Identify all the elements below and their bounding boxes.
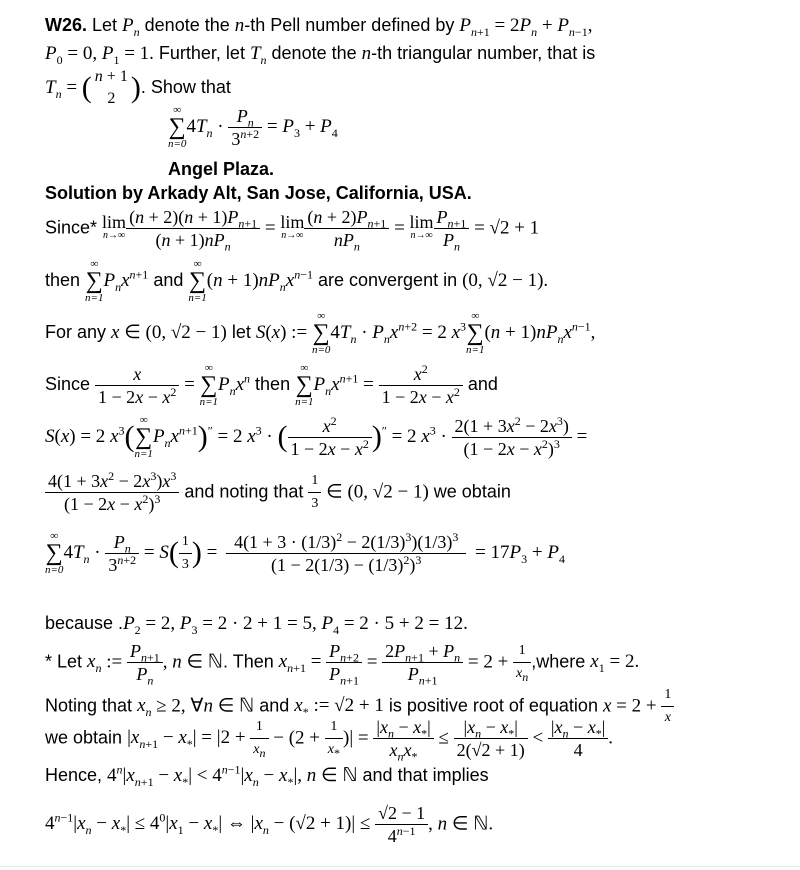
definition-line: For any x ∈ (0, √2 − 1) let S(x) := ∞ ∑ n=0 $4T_n \cdot P_nx^{n+2} = 2$ $x^3$ ∞ ∑ n=1 $(n + 1)nP_nx^{n-1}$,: [45, 310, 596, 356]
problem-line-3: $T_n$ = ( n + 1 2 ). Show that: [45, 68, 231, 107]
derivative-line: S(x) = 2 $x^3$( ∞ ∑ n=1 $P_nx^{n+1})'' = 2$ $x^3$ · ( $\frac{x^2}{1 - 2x - x^2}$ )″ = 2 $x^3$ · $\frac{2(1 + 3x^2 - 2x^3)}{(1 - 2x - x^2)^3}$ =: [45, 413, 588, 460]
generating-function-line: Since $\frac{x}{1 - 2x - x^2}$ = ∞ ∑ n=1 $P_nx^n$ then ∞ ∑ n=1 $P_nx^{n+1}$ = $\frac{x^2}{1 - 2x - x^2}$ and: [45, 361, 498, 408]
root-line: Noting that $x_n \ge 2$, ∀n ∈ ℕ and $x_*$ := √2 + 1 is positive root of equation x = 2 + $\frac{1}{x}$: [45, 684, 674, 729]
bottom-divider: [0, 866, 800, 867]
solution-header: Solution by Arkady Alt, San Jose, California, USA.: [45, 183, 472, 203]
problem-author: Angel Plaza.: [168, 159, 275, 179]
problem-line-1: W26. Let $P_n$ denote the n-th Pell number defined by $P_{n+1} = 2P_n + P_{n-1}$,: [45, 15, 593, 39]
hence-line: Hence, $4^n|x_{n+1} - x_*| < 4^{n-1}|x_n - x_*|$, n ∈ ℕ and that implies: [45, 762, 489, 789]
problem-line-2: $P_0 = 0$, $P_1 = 1$. Further, let $T_n$ denote the n-th triangular number, that is: [45, 43, 596, 67]
convergence-line: then ∞ ∑ n=1 $P_nx^{n+1}$ and ∞ ∑ n=1 $(n + 1)nP_nx^{n-1}$ are convergent in (0, √2 − 1).: [45, 258, 549, 304]
final-line: $4^{n-1}|x_n - x_*| \le 4^0|x_1 - x_*|$ ⇔ $|x_n - (√2 + 1)|$ ≤ $\frac{√2 - 1}{4^{n-1}}$ , n ∈ ℕ.: [45, 803, 494, 846]
limit-line: Since* lim n→∞ $\frac{(n + 2)(n + 1)P_{n+1}}{(n + 1)nP_n}$ = lim n→∞ $\frac{(n + 2)P_{n+1}}{nP_n}$ = lim n→∞ $\frac{P_{n+1}}{P_n}$ = √2 + 1: [45, 207, 540, 254]
result-line: $\frac{4(1 + 3x^2 - 2x^3)x^3}{(1 - 2x - x^2)^3}$ and noting that $\frac{1}{3}$ ∈ (0, √2 − 1) we obtain: [45, 470, 511, 515]
evaluation-line: ∞ ∑ n=0 $4T_n$ · $\frac{P_n}{3^{n+2}}$ = S( $\frac{1}{3}$ ) = $\frac{4(1 + 3 \cdot (1/3)^2 - 2(1/3)^3)(1/3)^3}{(1 - 2(1/3) - (1/3)^2)^3}$ = $17P_3 + P_4$: [45, 529, 565, 576]
because-line: because $.P_2 = 2$, $P_3 = 2 \cdot 2 + 1 = 5$, $P_4 = 2 \cdot 5 + 2 = 12$.: [45, 613, 468, 637]
problem-sum: ∞ ∑ n=0 $4T_n$ · $\frac{P_n}{3^{n+2}}$ = $P_3 + P_4$: [168, 104, 338, 150]
estimate-line: we obtain $|x_{n+1} - x_*| = |2$ + $\frac{1}{x_n}$ − (2 + $\frac{1}{x_*}$ )| = $\frac{|x_n - x_*|}{x_nx_*}$ ≤ $\frac{|x_n - x_*|}{2(√2 + 1)}$ < $\frac{|x_n - x_*|}{4}$ .: [45, 717, 614, 764]
problem-id: W26.: [45, 15, 88, 35]
sequence-line: * Let $x_n$ := $\frac{P_{n+1}}{P_n}$ , n ∈ ℕ. Then $x_{n+1}$ = $\frac{P_{n+2}}{P_{n+1}}$ = $\frac{2P_{n+1} + P_n}{P_{n+1}}$ = 2 + $\frac{1}{x_n}$ ,where $x_1 = 2$.: [45, 641, 640, 688]
